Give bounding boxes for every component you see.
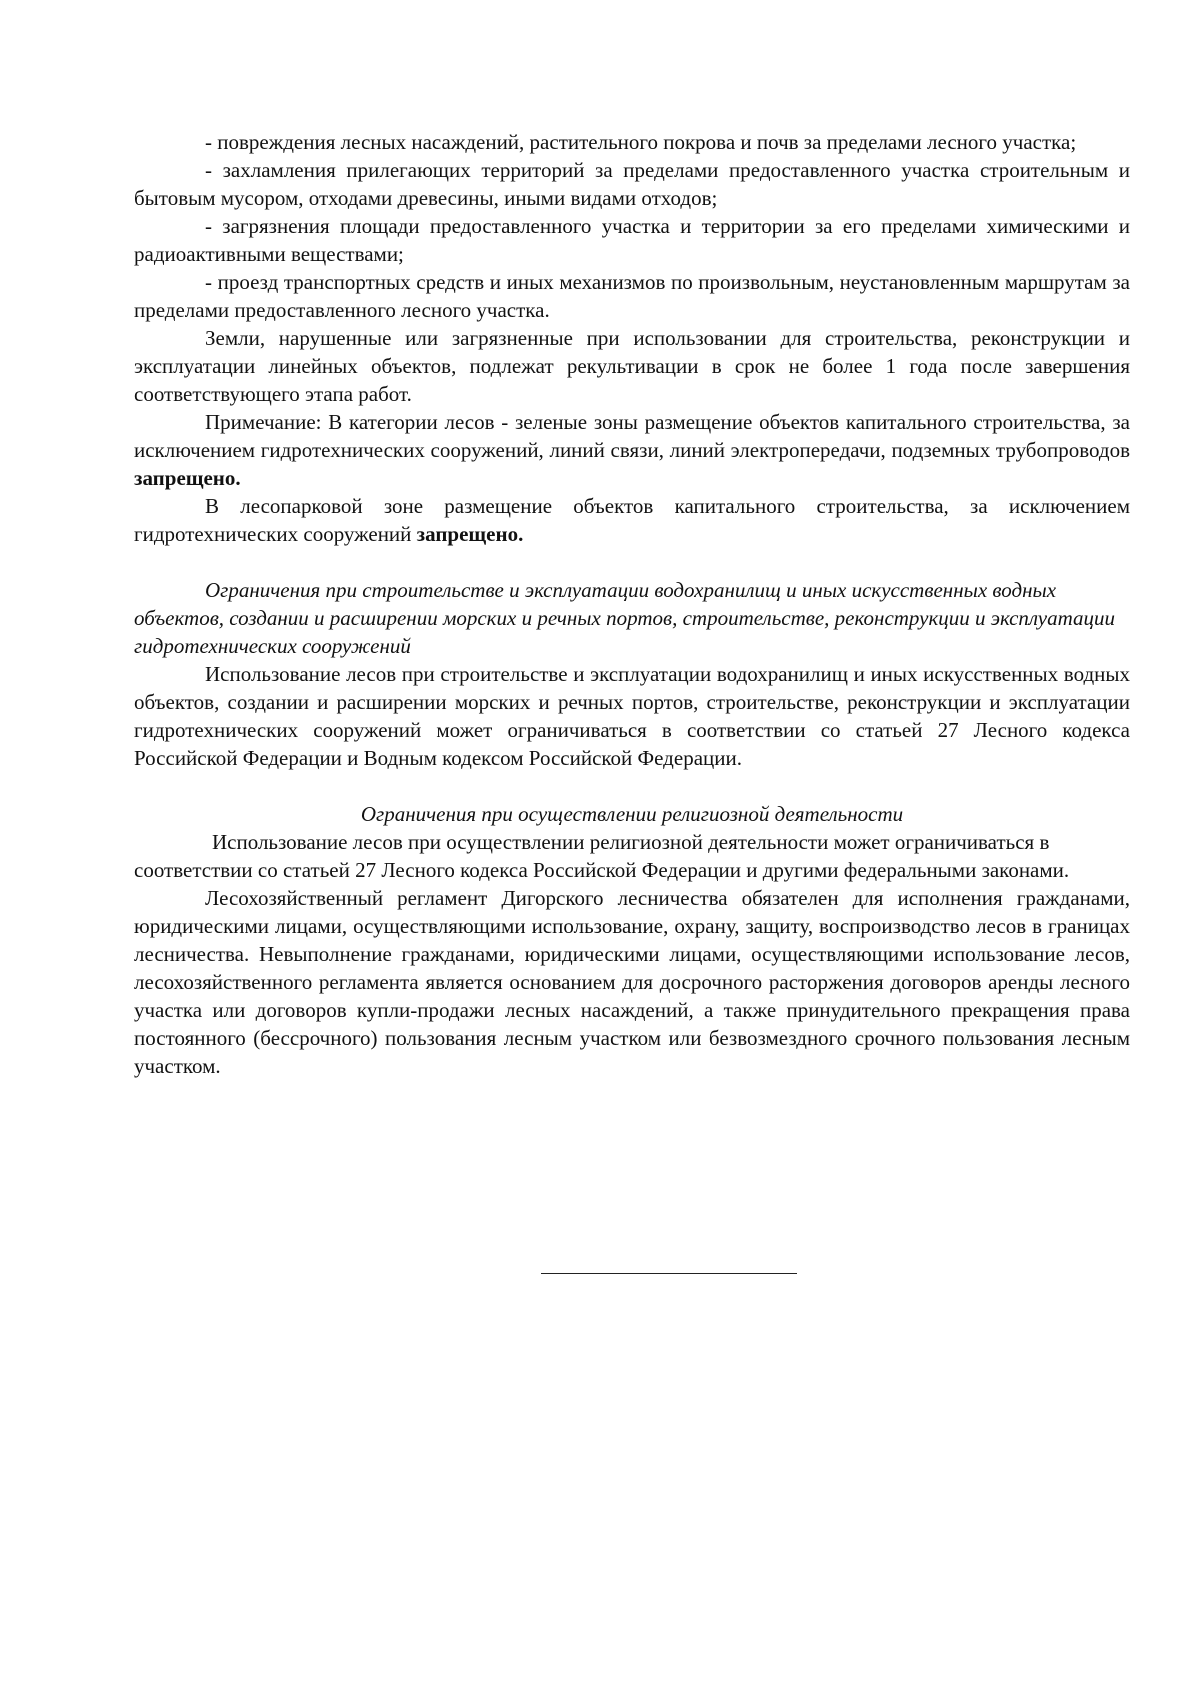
note-bold: запрещено. [134, 466, 241, 490]
closing-rule [541, 1273, 797, 1274]
document-body [134, 128, 1130, 1080]
paragraph-note [134, 408, 1130, 492]
spacer [134, 772, 1130, 800]
spacer [134, 548, 1130, 576]
paragraph-damage: - повреждения лесных насаждений, растительного покрова и почв за пределами лесного участка; [205, 130, 1077, 154]
paragraph-final: Лесохозяйственный регламент Дигорского лесничества обязателен для исполнения гражданами, юридическими лицами, осуществляющими использование, охрану, защиту, воспроизводство лесов в границах лесничества. Невыполнение гражданами, юридическими лицами, осуществляющими использование лесов, лесохозяйственного регламента является основанием для досрочного расторжения договоров аренды лесного участка или договоров купли-продажи лесных насаждений, а также принудительного прекращения права постоянного (бессрочного) пользования лесным участком или безвозмездного срочного пользования лесным участком. [134, 886, 1130, 1078]
park-zone-text: В лесопарковой зоне размещение объектов капитального строительства, за исключением гидротехнических сооружений [134, 494, 1130, 546]
section-heading-water: Ограничения при строительстве и эксплуатации водохранилищ и иных искусственных водных объектов, создании и расширении морских и речных портов, строительстве, реконструкции и эксплуатации гидротехнических сооружений [134, 578, 1116, 658]
section-body-water: Использование лесов при строительстве и эксплуатации водохранилищ и иных искусственных водных объектов, создании и расширении морских и речных портов, строительстве, реконструкции и эксплуатации гидротехнических сооружений может ограничиваться в соответствии со статьей 27 Лесного кодекса Российской Федерации и Водным кодексом Российской Федерации. [134, 662, 1130, 770]
paragraph-vehicles: - проезд транспортных средств и иных механизмов по произвольным, неустановленным маршрутам за пределами предоставленного лесного участка. [134, 270, 1130, 322]
paragraph-littering: - захламления прилегающих территорий за пределами предоставленного участка строительным и бытовым мусором, отходами древесины, иными видами отходов; [134, 158, 1130, 210]
paragraph-pollution: - загрязнения площади предоставленного участка и территории за его пределами химическими и радиоактивными веществами; [134, 214, 1130, 266]
paragraph-recultivation: Земли, нарушенные или загрязненные при использовании для строительства, реконструкции и эксплуатации линейных объектов, подлежат рекультивации в срок не более 1 года после завершения соответствующего этапа работ. [134, 326, 1130, 406]
note-text: Примечание: В категории лесов - зеленые зоны размещение объектов капитального строительства, за исключением гидротехнических сооружений, линий связи, линий электропередачи, подземных трубопроводов [134, 410, 1130, 462]
section-body-religion: Использование лесов при осуществлении религиозной деятельности может ограничиваться в соответствии со статьей 27 Лесного кодекса Российской Федерации и другими федеральными законами. [134, 830, 1070, 882]
park-zone-bold: запрещено. [416, 522, 524, 546]
section-heading-religion: Ограничения при осуществлении религиозной деятельности [360, 802, 904, 826]
paragraph-park-zone [134, 492, 1130, 548]
